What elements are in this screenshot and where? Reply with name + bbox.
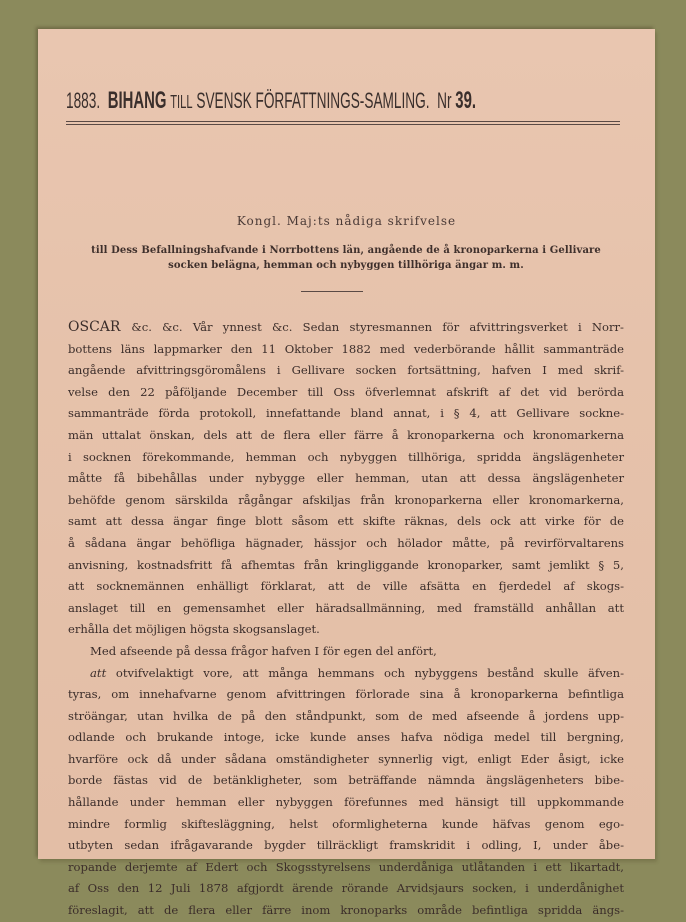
text-line: OSCAR &c. &c. Vår ynnest &c. Sedan styresmannen för afvittringsverket i Norr- [68,319,624,335]
subtitle-line: till Dess Befallningshafvande i Norrbottens län, angående de å kronoparkerna i Gellivare [91,245,601,256]
text-line: erhålla det möjligen högsta skogsanslaget. [68,622,320,637]
body-text [68,317,624,922]
header-year: 1883. [66,88,101,113]
header-rule-top [66,121,620,122]
section-divider [301,291,363,292]
opening-word: OSCAR [68,319,132,335]
text-line: odlande och brukande intoge, icke kunde anses hafva nödiga medel till bergning, [68,730,624,745]
text-line: mindre formlig skiftesläggning, helst oformligheterna kunde häfvas genom ego- [68,816,624,831]
text-line: måtte få bibehållas under nybygge eller hemman, utan att dessa ängslägenheter [68,471,624,486]
paragraph-3 [68,663,624,922]
text-line: ströängar, utan hvilka de på den ståndpunkt, som de med afseende å jordens upp- [68,708,624,723]
text-line: å sådana ängar behöfliga hägnader, hässjor och hölador måtte, på revirförvaltarens [68,535,624,550]
header-bihang: BIHANG [107,87,167,114]
paragraph-2: Med afseende på dessa frågor hafven I för egen del anfört, [90,643,437,658]
text-line: utbyten sedan ifrågavarande bygder tillräckligt framskridit i odling, I, under åbe- [68,838,624,853]
text-line: behöfde genom särskilda rågångar afskiljas från kronoparkerna eller kronomarkerna, [68,492,624,507]
text-line: anvisning, kostnadsfritt få afhemtas från kringliggande kronoparker, samt jemlikt § 5, [68,557,624,572]
text-line: att socknemännen enhälligt förklarat, att de ville afsätta en fjerdedel af skogs- [68,579,624,594]
running-header [66,87,622,115]
document-page [38,29,655,918]
text-line: män uttalat önskan, dels att de flera eller färre å kronoparkerna och kronomarkerna [68,427,624,442]
text-line: föreslagit, att de flera eller färre inom kronoparks område befintliga spridda ängs- [68,903,624,918]
text-line: sammanträde förda protokoll, innefattande bland annat, i § 4, att Gellivare sockne- [68,406,624,421]
document-title: Kongl. Maj:ts nådiga skrifvelse [236,214,457,228]
header-till: TILL [170,92,193,112]
text-line: angående afvittringsgöromålens i Gellivare socken fortsättning, hafven I med skrif- [68,363,624,378]
text-line: velse den 22 påföljande December till Oss öfverlemnat afskrift af det vid berörda [68,384,624,399]
subtitle-line: socken belägna, hemman och nybyggen tillhöriga ängar m. m. [168,260,524,271]
header-number: 39. [455,87,477,114]
header-number-prefix: Nr [437,88,452,113]
text-line: i socknen förekommande, hemman och nybyggen tillhöriga, spridda ängslägenheter [68,449,624,464]
text-line: hållande under hemman eller nybyggen förefunnes med hänsigt till uppkommande [68,795,624,810]
text-line: tyras, om innehafvarne genom afvittringen förlorade sina å kronoparkerna befintliga [68,687,624,702]
header-text [66,87,476,115]
italic-word: att [90,665,116,680]
text-line: ropande derjemte af Edert och Skogsstyrelsens underdåniga utlåtanden i ett likartadt, [68,859,624,874]
paragraph-1 [68,317,624,641]
text-line: bottens läns lappmarker den 11 Oktober 1882 med vederbörande hållit sammanträde [68,341,624,356]
text-line: anslaget till en gemensamhet eller häradsallmänning, med framställd anhållan att [68,600,624,615]
header-collection: SVENSK FÖRFATTNINGS-SAMLING. [196,88,430,113]
header-rule-bottom [66,124,620,125]
text-line: hvarföre ock då under sådana omständigheter synnerlig vigt, enligt Eder åsigt, icke [68,751,624,766]
text-line: att otvifvelaktigt vore, att många hemmans och nybyggens bestånd skulle äfven- [90,665,624,680]
document-subtitle [66,243,626,273]
text-line: samt att dessa ängar finge blott såsom ett skifte räknas, dels ock att virke för de [68,514,624,529]
text-line: af Oss den 12 Juli 1878 afgjordt ärende rörande Arvidsjaurs socken, i underdånighet [68,881,624,896]
text-line: borde fästas vid de betänkligheter, som beträffande nämnda ängslägenheters bibe- [68,773,624,788]
